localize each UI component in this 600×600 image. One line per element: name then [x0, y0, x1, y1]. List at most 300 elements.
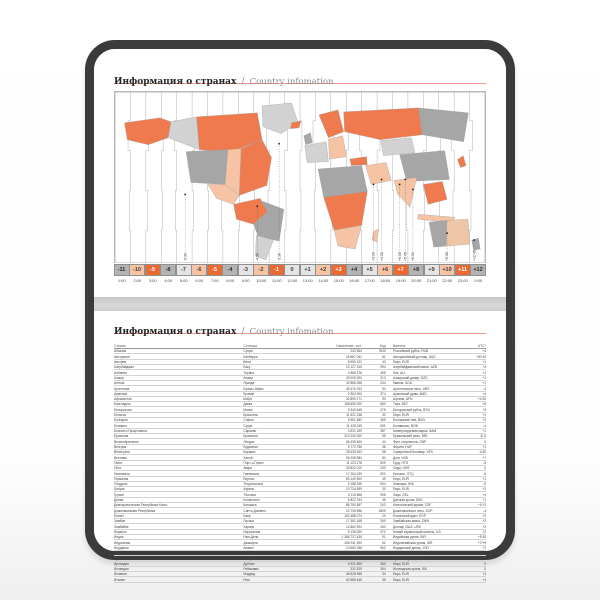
utc-offset: -4: [483, 508, 487, 513]
population-value: 9 158 345: [347, 482, 362, 487]
utc-offset: +2: [482, 418, 487, 423]
country-name: Боливия: [114, 423, 127, 428]
population-value: 9 349 645: [347, 407, 362, 412]
utc-offset: +2: [482, 545, 487, 550]
utc-offset: +1: [482, 577, 487, 582]
phone-code: 20: [382, 514, 386, 518]
phone-code: 355: [380, 370, 386, 375]
capital-name: Брюссель: [243, 413, 259, 418]
phone-code: 43: [382, 359, 386, 364]
tz-offset-cell: -2: [253, 264, 269, 276]
country-name: Гаити: [114, 460, 123, 465]
capital-name: Лондон: [243, 439, 255, 444]
population-value: 11 428 245: [346, 423, 362, 428]
capital-name: София: [243, 418, 254, 423]
utc-offset: +4:30: [477, 397, 487, 402]
capital-name: Дублин: [243, 561, 255, 566]
capital-name: Дакка: [243, 402, 252, 407]
capital-name: Сукре: [243, 423, 253, 428]
phone-code: 58: [382, 450, 386, 455]
tz-offset-cell: -10: [129, 264, 145, 276]
planner-cover-frame: [85, 40, 515, 582]
capital-name: Афины: [243, 487, 255, 492]
capital-name: Копенгаген: [243, 498, 260, 503]
population-value: 25 687 041: [345, 354, 362, 359]
country-name: Бангладеш: [114, 402, 131, 407]
phone-code: 54: [382, 386, 386, 391]
utc-offset: +1: [482, 429, 487, 433]
country-table-page: [94, 311, 506, 582]
city-marker: [257, 206, 259, 208]
phone-code: 45: [382, 498, 386, 503]
population-value: 5 822 763: [347, 498, 362, 503]
page-title-en: Country infomation: [249, 327, 334, 337]
country-name: Болгария: [114, 418, 128, 423]
utc-offset: +1: [482, 375, 487, 380]
capital-name: Сараево: [243, 429, 257, 433]
phone-code: 387: [380, 429, 386, 433]
utc-offset: +3:30: [477, 556, 487, 561]
city-marker: [412, 189, 414, 191]
phone-code: 84: [382, 455, 386, 460]
country-name: Иордания: [114, 545, 129, 550]
currency-name: Евро, EUR: [393, 561, 409, 566]
fractional-offset-label: +5:30: [397, 252, 402, 262]
currency-name: Белорусский рубль, BYN: [393, 407, 430, 412]
tz-offset-cell: +9: [424, 264, 440, 276]
currency-name: Евро, EUR: [393, 476, 409, 481]
utc-offset: +8/+10: [476, 354, 487, 359]
population-value: 30 832 019: [345, 466, 362, 471]
phone-code: 964: [380, 551, 386, 556]
tz-time-label: 0:00: [474, 278, 483, 283]
city-marker: [399, 184, 401, 186]
capital-name: Багдад: [243, 551, 254, 556]
population-value: 10 660 256: [345, 545, 362, 550]
phone-code: 61: [382, 354, 386, 359]
currency-name: Кванза, AOA: [393, 381, 412, 386]
city-marker: [446, 232, 448, 234]
tz-time-label: 1:00: [117, 278, 126, 283]
country-name: Зимбабве: [114, 524, 129, 529]
population-value: 1 368 737 436: [341, 535, 362, 540]
column-header: Население, чел.: [336, 344, 362, 348]
utc-offset: +2: [482, 524, 487, 529]
currency-name: Алжирский динар, DZD: [393, 375, 428, 380]
map-region-china: [400, 151, 450, 182]
phone-code: 91: [382, 535, 386, 540]
currency-name: Замбийская квача, ZMW: [393, 519, 430, 524]
utc-offset: +1: [482, 572, 487, 577]
currency-name: Бразильский реал, BRL: [393, 434, 428, 439]
fractional-offset-label: -4:30: [255, 253, 260, 262]
capital-name: Хараре: [243, 524, 255, 529]
phone-code: 880: [380, 402, 386, 407]
country-name: Гондурас: [114, 482, 128, 487]
utc-offset: +1: [482, 381, 487, 386]
city-marker: [278, 143, 280, 145]
timezone-offset-strip: [114, 264, 486, 276]
currency-name: Суверенный боливар, VES: [393, 450, 433, 455]
phone-code: 7840: [378, 349, 386, 354]
capital-name: Сухум: [243, 349, 253, 354]
country-name: Индия: [114, 535, 124, 540]
capital-name: Баку: [243, 365, 251, 370]
tz-time-label: 20:00: [411, 278, 422, 283]
top-page-header: Информация о странах / Country infomation: [114, 69, 486, 84]
currency-name: Афгани, AFN: [393, 397, 413, 402]
currency-name: Доллар США, USD: [393, 524, 421, 529]
utc-offset: +3: [482, 407, 487, 412]
country-name: Австрия: [114, 359, 127, 364]
utc-offset: +2: [482, 519, 487, 524]
column-header: Столица: [243, 344, 257, 348]
utc-offset: -5: [483, 460, 487, 465]
utc-offset: +4: [482, 391, 487, 396]
tz-time-label: 5:00: [179, 278, 188, 283]
capital-name: Рим: [243, 577, 250, 582]
utc-offset: +1: [482, 359, 487, 364]
fractional-offset-label: +9:30: [445, 252, 450, 262]
country-name: Азербайджан: [114, 365, 134, 370]
population-value: 17 263 239: [345, 471, 362, 476]
city-marker: [373, 184, 375, 186]
phone-code: 233: [380, 466, 386, 471]
capital-name: Киншаса: [243, 503, 257, 508]
country-name: Босния и Герцеговина: [114, 429, 147, 433]
phone-code: 972: [380, 529, 386, 534]
phone-code: 375: [380, 407, 386, 412]
phone-code: 353: [380, 561, 386, 566]
phone-code: 49: [382, 476, 386, 481]
population-value: 28 435 943: [345, 450, 362, 455]
tz-time-label: 23:00: [457, 278, 468, 283]
tz-offset-cell: 0: [284, 264, 300, 276]
currency-name: Гурд, HTG: [393, 460, 409, 465]
capital-name: Порт-о-Пренс: [243, 460, 264, 465]
capital-name: Лусака: [243, 519, 254, 524]
tz-time-label: 6:00: [195, 278, 204, 283]
currency-name: Евро, EUR: [393, 413, 409, 418]
utc-offset: +3: [482, 551, 487, 556]
population-value: 17 381 168: [345, 519, 362, 524]
country-name: Иран: [114, 556, 122, 561]
currency-name: Фунт стерлингов, GBP: [393, 439, 427, 444]
country-name: Ирак: [114, 551, 122, 556]
population-value: 8 955 102: [347, 359, 362, 364]
population-value: 66 435 600: [345, 439, 362, 444]
country-name: Доминиканская Республика: [114, 508, 156, 513]
utc-offset: +2: [482, 514, 487, 518]
currency-name: Донг, VND: [393, 455, 409, 460]
tz-offset-cell: +6: [377, 264, 393, 276]
population-value: 100 388 073: [344, 514, 362, 518]
utc-offset: 0: [484, 561, 487, 566]
currency-name: Аргентинское песо, ARS: [393, 386, 430, 391]
phone-code: 244: [380, 381, 386, 386]
utc-offset: +2: [482, 487, 487, 492]
tz-offset-cell: +3: [331, 264, 347, 276]
population-value: 14 862 924: [345, 524, 362, 529]
bottom-page-header: Информация о странах / Country infomation: [114, 319, 486, 334]
country-name: Абхазия: [114, 349, 127, 354]
capital-name: Буэнос-Айрес: [243, 386, 264, 391]
country-name: Греция: [114, 487, 125, 492]
country-name: Египет: [114, 514, 124, 518]
utc-offset: -4:30: [478, 450, 487, 455]
fractional-offset-label: +3:30: [371, 252, 376, 262]
tz-time-label: 21:00: [426, 278, 437, 283]
population-value: 6 951 482: [347, 418, 362, 423]
utc-offset: +2: [482, 529, 487, 534]
tz-offset-cell: +10: [439, 264, 455, 276]
currency-name: Седи, GHS: [393, 466, 410, 471]
tz-offset-cell: -6: [191, 264, 207, 276]
country-name: Белоруссия: [114, 407, 132, 412]
utc-offset: +1: [482, 444, 487, 449]
phone-code: 502: [380, 471, 386, 476]
utc-offset: +1: [482, 498, 487, 503]
tz-time-label: 9:00: [241, 278, 250, 283]
tz-offset-cell: -5: [207, 264, 223, 276]
population-value: 10 724 599: [345, 487, 362, 492]
phone-code: 1809: [378, 508, 386, 513]
world-map-svg: [115, 92, 485, 263]
tz-offset-cell: -8: [160, 264, 176, 276]
capital-name: Канберра: [243, 354, 258, 359]
currency-name: Конвертируемая марка, BAM: [393, 429, 437, 433]
utc-offset: +7: [482, 455, 487, 460]
currency-name: Кетсаль, GTQ: [393, 471, 414, 476]
tz-time-label: 18:00: [380, 278, 391, 283]
capital-name: Кабул: [243, 397, 253, 402]
map-region-australia-east: [446, 219, 470, 246]
population-value: 96 208 984: [345, 455, 362, 460]
phone-code: 591: [380, 423, 386, 428]
table-header-row: [114, 341, 486, 349]
utc-offset: -3/-5: [479, 434, 487, 439]
phone-code: 962: [380, 545, 386, 550]
currency-name: Азербайджанский манат, AZN: [393, 365, 438, 370]
city-marker: [381, 179, 383, 181]
city-marker: [184, 194, 186, 196]
fractional-offset-label: +6:30: [411, 252, 416, 262]
phone-code: 32: [382, 413, 386, 418]
population-value: 60 589 445: [345, 577, 362, 582]
capital-name: Нью-Дели: [243, 535, 259, 540]
country-name: Бразилия: [114, 434, 129, 439]
tz-offset-cell: -3: [238, 264, 254, 276]
utc-offset: 0: [484, 567, 487, 572]
phone-code: 62: [382, 540, 386, 545]
tz-offset-cell: +4: [346, 264, 362, 276]
tz-offset-cell: +11: [455, 264, 471, 276]
city-marker: [405, 179, 407, 181]
capital-name: Мадрид: [243, 572, 256, 577]
population-value: 212 000 000: [344, 434, 362, 439]
population-value: 32 866 268: [345, 381, 362, 386]
phone-code: 374: [380, 391, 386, 396]
tz-time-label: 4:00: [164, 278, 173, 283]
tz-offset-cell: +2: [315, 264, 331, 276]
phone-code: 263: [380, 524, 386, 529]
world-timezone-map: [114, 91, 486, 263]
population-value: 2 963 900: [347, 391, 362, 396]
fractional-offset-label: +12:45: [472, 250, 477, 262]
utc-offset: +4: [482, 349, 487, 354]
capital-name: Аккра: [243, 466, 252, 471]
population-value: 43 000 000: [345, 375, 362, 380]
country-name: Германия: [114, 476, 129, 481]
population-value: 3 716 858: [347, 492, 362, 497]
column-header: UTC*: [477, 344, 487, 348]
currency-name: Датская крона, DKK: [393, 498, 423, 503]
phone-code: 504: [380, 482, 386, 487]
utc-offset: -3: [483, 386, 487, 391]
capital-name: Тегеран: [243, 556, 256, 561]
tz-offset-cell: +7: [393, 264, 409, 276]
country-name: Аргентина: [114, 386, 130, 391]
tz-offset-cell: -1: [269, 264, 285, 276]
currency-name: Новый израильский шекель, ILS: [393, 529, 441, 534]
utc-offset: +5:30: [477, 535, 487, 540]
tz-offset-cell: +8: [408, 264, 424, 276]
tz-time-label: 14:00: [318, 278, 329, 283]
currency-name: Иракский динар, IQD: [393, 551, 425, 556]
country-name: Испания: [114, 572, 127, 577]
utc-offset: -6: [483, 482, 487, 487]
capital-name: Каракас: [243, 450, 256, 455]
capital-name: Вена: [243, 359, 251, 364]
currency-name: Евро, EUR: [393, 359, 409, 364]
population-value: 83 183 741: [345, 556, 362, 561]
currency-name: Египетский фунт, EGP: [393, 514, 426, 518]
utc-offset: +4: [482, 492, 487, 497]
country-name: Исландия: [114, 567, 129, 572]
column-header: Страна: [114, 344, 126, 348]
tz-time-label: 2:00: [133, 278, 142, 283]
country-name: Бельгия: [114, 413, 126, 418]
phone-code: 354: [380, 567, 386, 572]
country-name: Индонезия: [114, 540, 131, 545]
page-title-en: Country infomation: [249, 77, 334, 87]
population-value: 11 123 178: [346, 460, 362, 465]
phone-code: 34: [382, 572, 386, 577]
country-name: Австралия: [114, 354, 130, 359]
tz-time-label: 8:00: [226, 278, 235, 283]
phone-code: 55: [382, 434, 386, 439]
currency-name: Евро, EUR: [393, 487, 409, 492]
country-name: Афганистан: [114, 397, 132, 402]
currency-name: Исландская крона, ISK: [393, 567, 428, 572]
population-value: 9 772 756: [347, 444, 362, 449]
currency-name: Боливиано, BOB: [393, 423, 418, 428]
utc-offset: 0: [484, 439, 487, 444]
fractional-offset-label: +4:30: [379, 252, 384, 262]
fractional-offset-label: +5:45: [403, 252, 408, 262]
phone-code: 994: [380, 365, 386, 370]
page-title-ru: Информация о странах: [114, 77, 237, 87]
utc-offset: +1: [482, 476, 487, 481]
phone-code: 995: [380, 492, 386, 497]
population-value: 9 136 000: [347, 529, 362, 534]
tz-time-label: 3:00: [148, 278, 157, 283]
country-name: Алжир: [114, 375, 124, 380]
phone-code: 243: [380, 503, 386, 508]
country-name: Дания: [114, 498, 124, 503]
phone-code: 36: [382, 444, 386, 449]
utc-offset: +1: [482, 413, 487, 418]
population-value: 10 735 896: [345, 508, 362, 513]
country-name: Армения: [114, 391, 128, 396]
country-name: Демократическая Республика Конго: [114, 503, 168, 508]
capital-name: Алжир: [243, 375, 254, 380]
fractional-offset-label: -9:30: [183, 253, 188, 262]
country-name: Венгрия: [114, 444, 127, 449]
tz-time-label: 16:00: [349, 278, 360, 283]
city-marker: [473, 239, 475, 241]
utc-offset: -4: [483, 423, 487, 428]
capital-name: Минск: [243, 407, 253, 412]
planner-pages: [94, 49, 506, 582]
currency-name: Индонезийская рупия, IDR: [393, 540, 433, 545]
fractional-offset-label: -3:30: [277, 253, 282, 262]
tz-offset-cell: +5: [362, 264, 378, 276]
country-name: Израиль: [114, 529, 127, 534]
currency-name: Иранский риал, IRR: [393, 556, 423, 561]
currency-name: Доминиканское песо, DOP: [393, 508, 433, 513]
tz-time-label: 10:00: [256, 278, 267, 283]
phone-code: 39: [382, 577, 386, 582]
capital-name: Гватемала: [243, 471, 260, 476]
utc-offset: +7/+9: [477, 540, 487, 545]
utc-offset: +1/+2: [477, 503, 487, 508]
country-name: Гана: [114, 466, 121, 471]
tz-time-label: 13:00: [302, 278, 313, 283]
currency-name: Лемпира, HNL: [393, 482, 415, 487]
population-value: 86 790 567: [345, 503, 362, 508]
population-value: 46 528 966: [345, 572, 362, 577]
capital-name: Рейкьявик: [243, 567, 259, 572]
phone-code: 93: [382, 397, 386, 402]
currency-name: Иорданский динар, JOD: [393, 545, 429, 550]
tz-time-label: 12:00: [287, 278, 298, 283]
population-value: 243 564: [350, 349, 362, 354]
tz-offset-cell: +12: [470, 264, 486, 276]
population-value: 40 150 200: [345, 551, 362, 556]
tz-offset-cell: -9: [145, 264, 161, 276]
phone-code: 98: [382, 556, 386, 561]
capital-name: Луанда: [243, 381, 255, 386]
population-value: 10 127 145: [345, 365, 362, 370]
utc-offset: -6: [483, 471, 487, 476]
population-value: 2 866 376: [347, 370, 362, 375]
tz-time-label: 17:00: [364, 278, 375, 283]
currency-name: Форинт, HUF: [393, 444, 412, 449]
capital-name: Джакарта: [243, 540, 258, 545]
utc-offset: +4: [482, 365, 487, 370]
utc-offset: +6: [482, 402, 487, 407]
tz-offset-cell: -4: [222, 264, 238, 276]
capital-name: Иерусалим: [243, 529, 260, 534]
map-region-usa-west: [186, 150, 228, 185]
tz-time-label: 11:00: [271, 278, 282, 283]
table-row: [114, 577, 486, 582]
tz-time-label: 22:00: [442, 278, 453, 283]
country-name: Замбия: [114, 519, 126, 524]
tz-time-label: 7:00: [210, 278, 219, 283]
capital-name: Тегусигальпа: [243, 482, 263, 487]
